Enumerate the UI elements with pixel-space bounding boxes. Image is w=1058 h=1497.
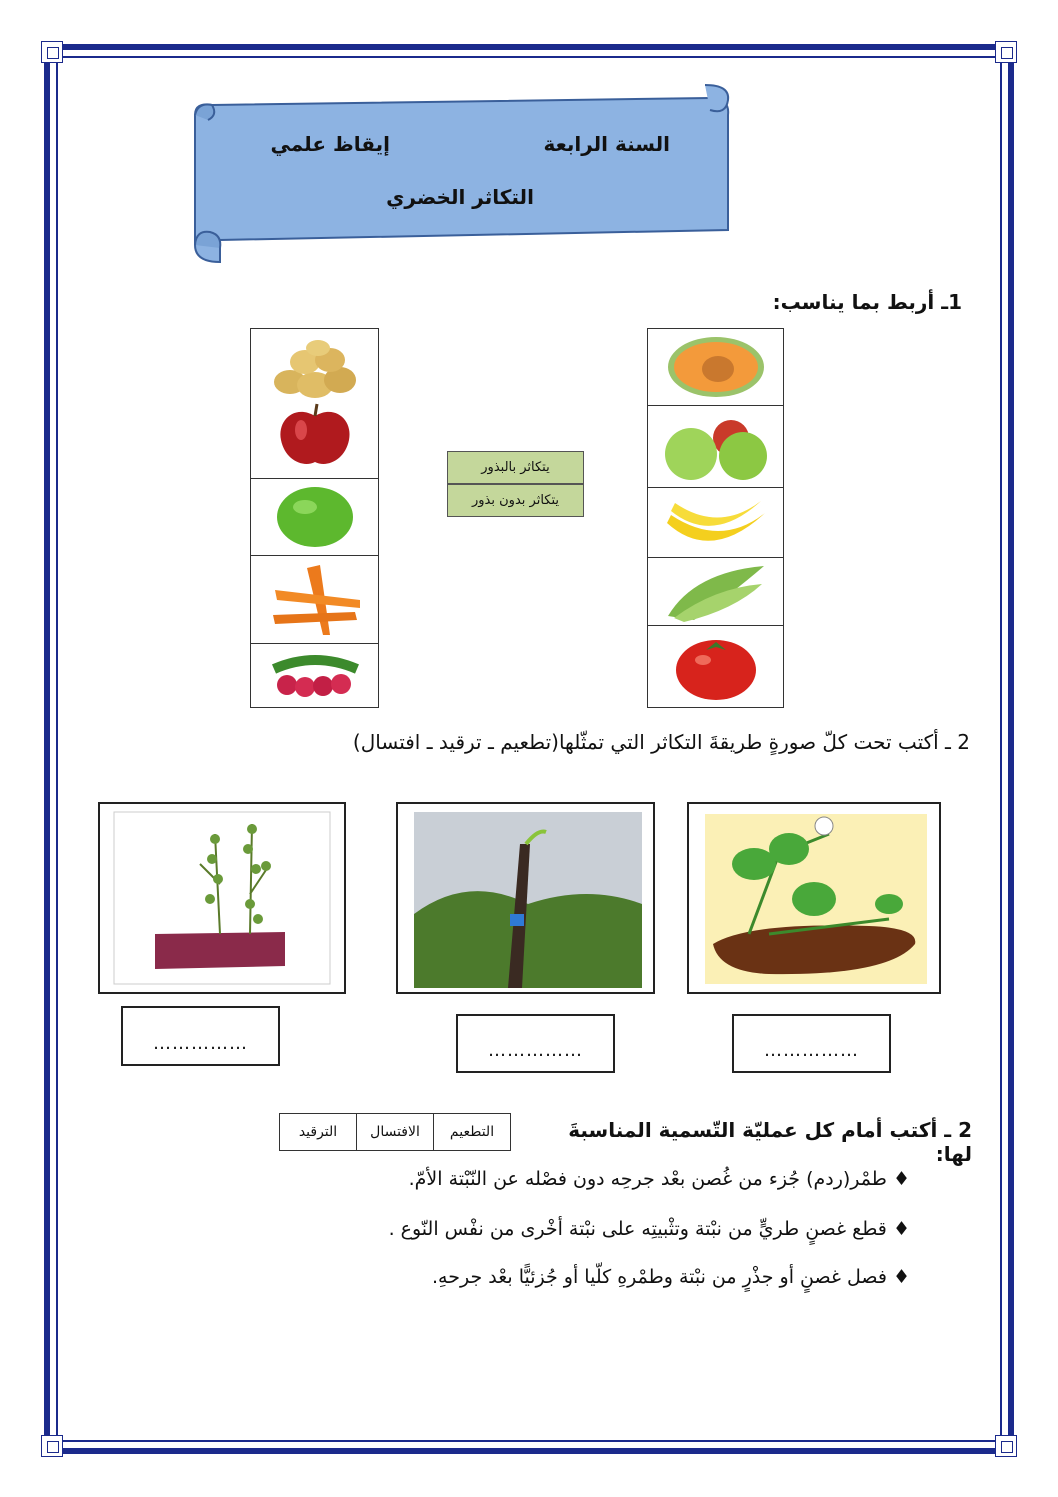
banana-icon <box>661 493 771 553</box>
definition-text: فصل غصنٍ أو جذْرٍ من نبْتة وطمْرهِ كلّيا أو جُزئيًّا بعْد جرحهِ. <box>432 1266 887 1288</box>
potato-icon <box>270 340 360 402</box>
subject-label: إيقاظ علمي <box>270 132 390 156</box>
definition-text: قطع غصنٍ طريٍّ من نبْتة وتثْبيتِه على نبْتة أخْرى من نفْس النّوع . <box>388 1218 887 1240</box>
strawberry-runner-icon <box>689 804 939 992</box>
corner-ornament <box>41 1435 63 1457</box>
right-cell <box>648 406 783 488</box>
answer-box-1[interactable]: …………… <box>121 1006 280 1066</box>
grafting-picture <box>396 802 655 994</box>
q3-title: 2 ـ أكتب أمام كل عمليّة التّسمية المناسبةَ لها: <box>568 1118 972 1166</box>
lesson-title: التكاثر الخضري <box>386 185 534 209</box>
runner-picture <box>687 802 941 994</box>
option-grafting[interactable]: التطعيم <box>433 1113 511 1151</box>
melon-icon <box>666 335 766 399</box>
left-cell <box>251 479 378 556</box>
grafting-branch-icon <box>398 804 653 992</box>
left-image-column <box>250 328 379 708</box>
answer-box-2[interactable]: …………… <box>456 1014 615 1073</box>
definition-item <box>280 1218 910 1240</box>
diamond-bullet-icon: ♦ <box>892 1266 910 1288</box>
corner-ornament <box>41 41 63 63</box>
q2-title: 2 ـ أكتب تحت كلّ صورةٍ طريقةَ التكاثر التي تمثّلها(تطعيم ـ ترقيد ـ افتسال) <box>352 730 970 754</box>
grade-label: السنة الرابعة <box>543 132 670 156</box>
answer-box-3[interactable]: …………… <box>732 1014 891 1073</box>
q1-title: 1ـ أربط بما يناسب: <box>772 290 962 314</box>
label-with-seeds[interactable]: يتكاثر بالبذور <box>447 451 584 484</box>
option-cutting[interactable]: الافتسال <box>356 1113 434 1151</box>
apple-icon <box>275 402 355 468</box>
tomato-icon <box>671 632 761 702</box>
carrot-icon <box>265 560 365 640</box>
diamond-bullet-icon: ♦ <box>892 1218 910 1240</box>
definition-item <box>280 1168 910 1190</box>
option-layering[interactable]: الترقيد <box>279 1113 357 1151</box>
corner-ornament <box>995 1435 1017 1457</box>
definition-item <box>280 1266 910 1288</box>
left-cell <box>251 556 378 644</box>
definition-text: طمْر(ردم) جُزء من غُصن بعْد جرحِه دون فصْله عن النّبْتة الأمّ. <box>408 1168 887 1190</box>
right-cell <box>648 329 783 406</box>
lettuce-icon <box>664 562 768 622</box>
right-cell <box>648 558 783 626</box>
diamond-bullet-icon: ♦ <box>892 1168 910 1190</box>
green-apple-icon <box>657 414 775 480</box>
right-image-column <box>647 328 784 708</box>
left-cell <box>251 644 378 707</box>
radish-icon <box>269 651 361 701</box>
label-without-seeds[interactable]: يتكاثر بدون بذور <box>447 484 584 517</box>
layering-picture <box>98 802 346 994</box>
title-banner <box>190 80 735 270</box>
layering-plant-icon <box>100 804 344 992</box>
right-cell <box>648 626 783 707</box>
right-cell <box>648 488 783 558</box>
lime-icon <box>275 485 355 549</box>
corner-ornament <box>995 41 1017 63</box>
left-cell <box>251 329 378 479</box>
